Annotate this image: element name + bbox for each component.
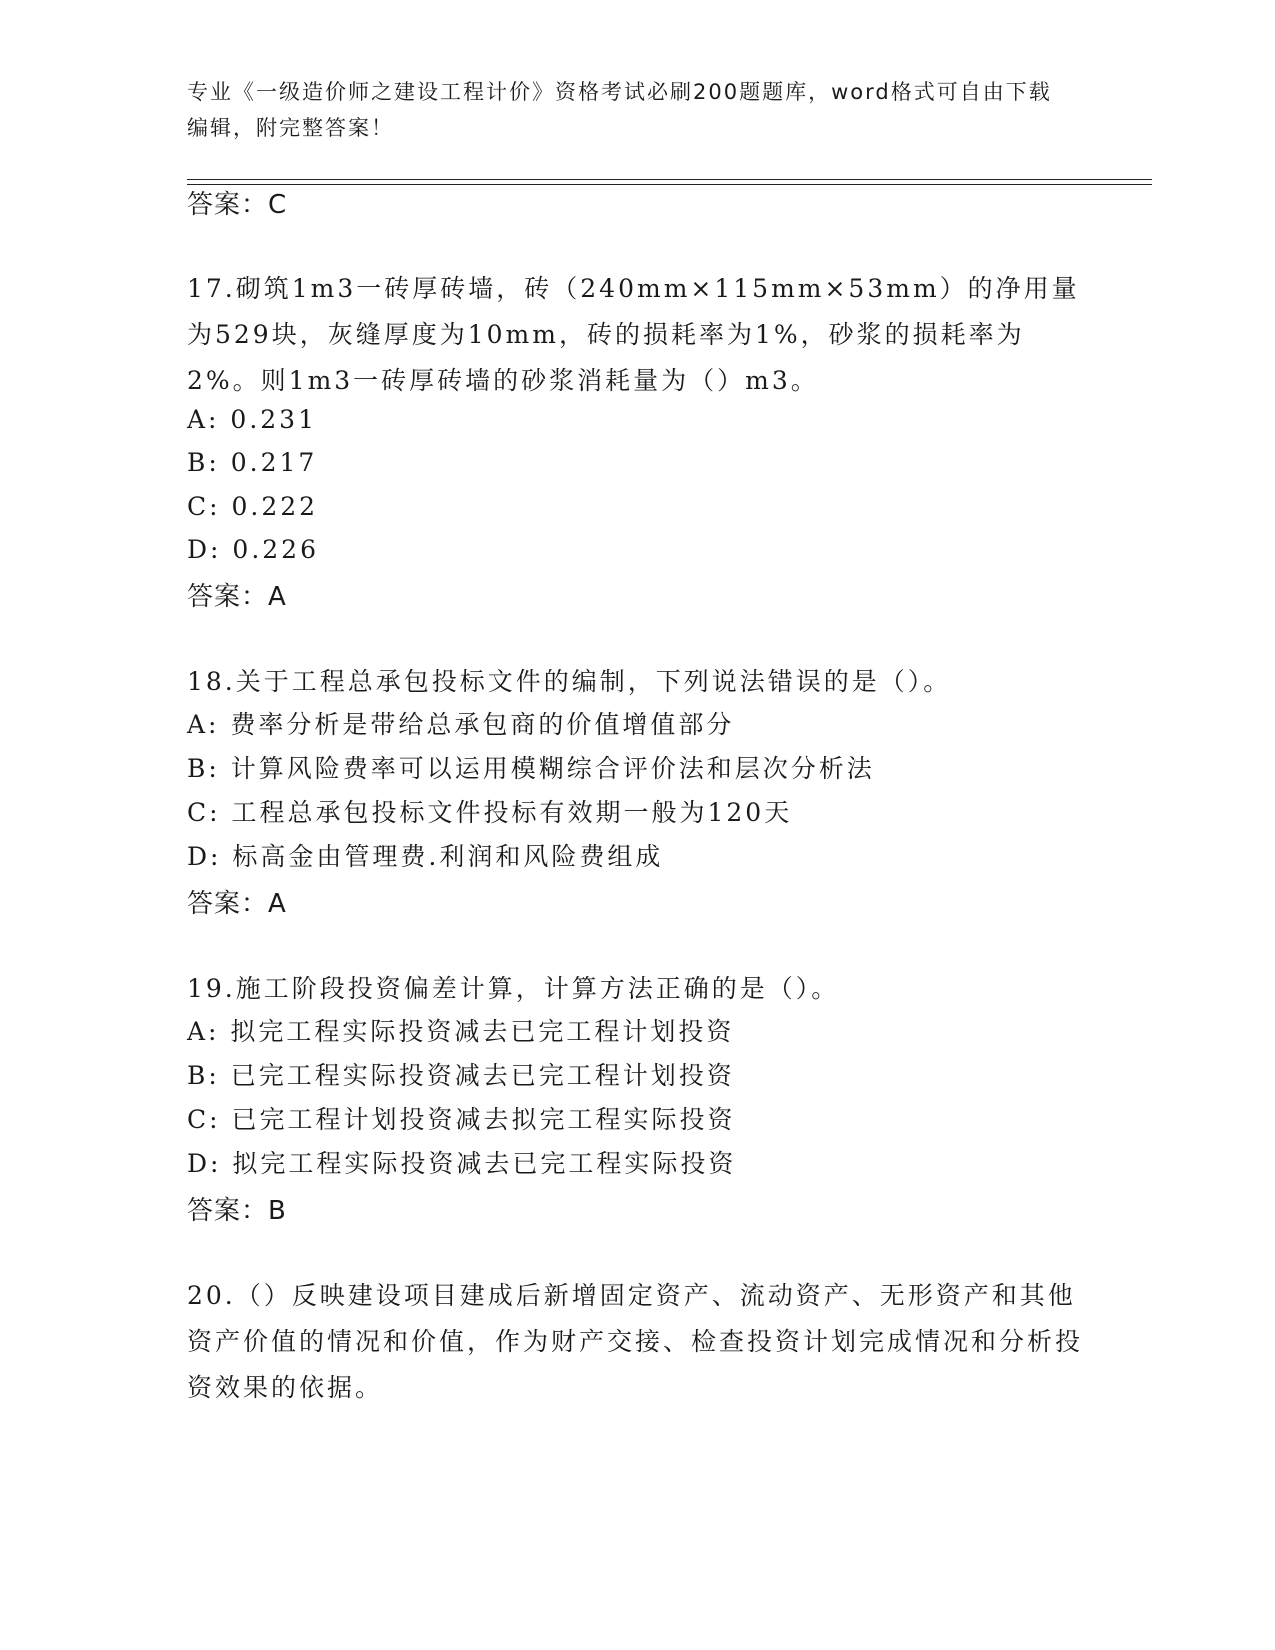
question-18-stem: 18.关于工程总承包投标文件的编制，下列说法错误的是（）。: [187, 667, 952, 696]
question-17-option-d: D: 0.226: [187, 535, 319, 564]
question-18-option-d: D: 标高金由管理费.利润和风险费组成: [187, 842, 664, 871]
question-17-option-b: B: 0.217: [187, 448, 318, 477]
prev-question-answer: 答案：C: [187, 190, 288, 220]
question-19-option-a: A: 拟完工程实际投资减去已完工程计划投资: [187, 1017, 735, 1046]
question-19-option-b: B: 已完工程实际投资减去已完工程计划投资: [187, 1061, 735, 1090]
question-17-option-c: C: 0.222: [187, 492, 319, 521]
question-17-option-a: A: 0.231: [187, 405, 317, 434]
question-19-option-c: C: 已完工程计划投资减去拟完工程实际投资: [187, 1105, 736, 1134]
question-18-option-b: B: 计算风险费率可以运用模糊综合评价法和层次分析法: [187, 754, 875, 783]
header-rule-bottom: [187, 184, 1152, 185]
question-19-answer: 答案：B: [187, 1196, 287, 1226]
question-20-stem: 20.（）反映建设项目建成后新增固定资产、流动资产、无形资产和其他资产价值的情况和价值，作为财产交接、检查投资计划完成情况和分析投资效果的依据。: [187, 1281, 1084, 1402]
question-18-answer: 答案：A: [187, 889, 287, 919]
question-18-option-a: A: 费率分析是带给总承包商的价值增值部分: [187, 710, 735, 739]
question-17-answer: 答案：A: [187, 582, 287, 612]
question-18-option-c: C: 工程总承包投标文件投标有效期一般为120天: [187, 798, 793, 827]
question-19-option-d: D: 拟完工程实际投资减去已完工程实际投资: [187, 1149, 737, 1178]
question-17-stem: 17.砌筑1m3一砖厚砖墙，砖（240mm×115mm×53mm）的净用量为529块，灰缝厚度为10mm，砖的损耗率为1%，砂浆的损耗率为2%。则1m3一砖厚砖墙的砂浆消耗量为（）m3。: [187, 274, 1080, 395]
question-19-stem: 19.施工阶段投资偏差计算，计算方法正确的是（）。: [187, 974, 840, 1003]
header-rule-top: [187, 179, 1152, 180]
document-header: 专业《一级造价师之建设工程计价》资格考试必刷200题题库，word格式可自由下载编辑，附完整答案！: [187, 80, 1052, 140]
